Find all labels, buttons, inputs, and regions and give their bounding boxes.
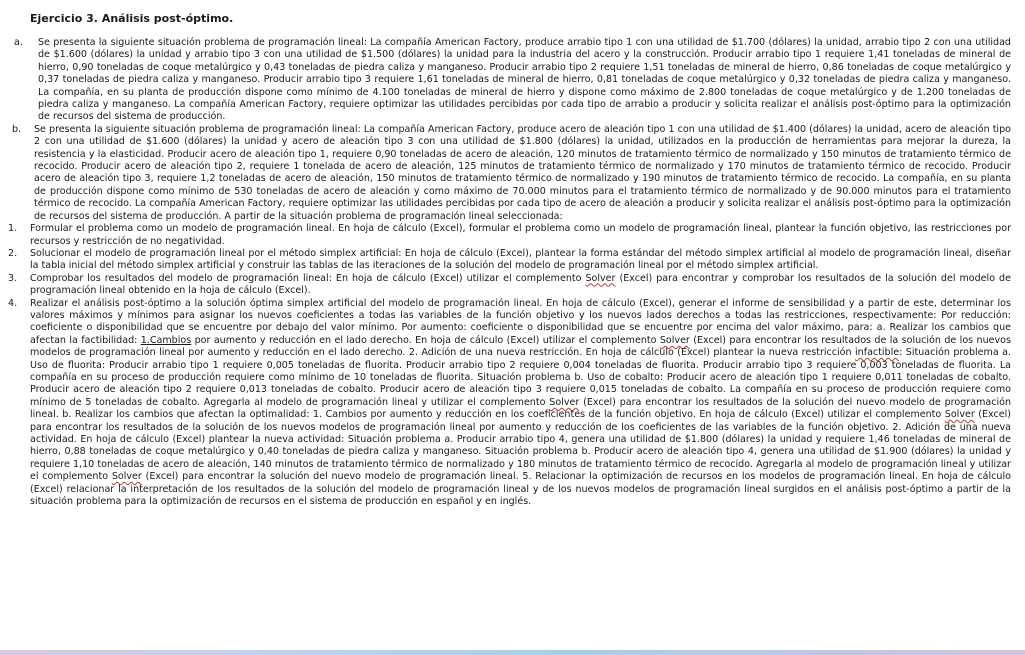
step-1 — [6, 223, 1011, 248]
text-run: (Excel) para encontrar los resultados de la solución de los nuevos modelos de programación lineal por aumento y reducción en el lado derecho. 2. Adición de una nueva restricción. En hoja de cálculo (Excel) plantear la nueva restricción — [30, 334, 1011, 359]
text-run: (Excel) para encontrar los resultados de la solución del nuevo modelo de programación lineal. b. Realizar los cambios que afectan la optimalidad: 1. Cambios por aumento y reducción en los coeficientes de la función objetivo. En hoja de cálculo (Excel) utilizar el complemento — [30, 396, 1012, 421]
text-run: (Excel) para encontrar los resultados de la solución de los nuevos modelos de programación lineal por aumento y reducción de los coeficientes de las variables de la función objetivo. 2. Adición de una nueva actividad. En hoja de cálculo (Excel) plantear la nueva actividad: Situación problema a. Producir arrabio tipo 4, genera una utilidad de $1.800 (dólares) la unidad y requiere 1,46 toneladas de mineral de hierro, 0,88 toneladas de coque metalúrgico y 0,40 toneladas de piedra caliza y manganeso. Situación problema b. Producir acero de aleación tipo 4, genera una utilidad de $1.900 (dólares) la unidad y requiere 1,10 toneladas de acero de aleación, 140 minutos de tratamiento térmico de normalizado y 180 minutos de tratamiento térmico de recocido. Agregarla al modelo de programación lineal y utilizar el complemento — [30, 409, 1012, 483]
item-marker: 2. — [8, 247, 18, 259]
exercise-title: Ejercicio 3. Análisis post-óptimo. — [30, 12, 234, 25]
text-run: (Excel) para encontrar la solución del nuevo modelo de programación lineal. 5. Relacionar la optimización de recursos en los modelos de programación lineal. En hoja de cálculo (Excel) relacionar la interpretación de los resultados de la solución del modelo de programación lineal y de los nuevos modelos de programación lineal surgidos en el análisis post-óptimo a partir de la situación problema para la optimización de recursos en el sistema de producción en español y en inglés. — [30, 471, 1011, 508]
item-marker: 3. — [8, 272, 18, 284]
item-marker: 1. — [8, 223, 18, 235]
spellcheck-word: Solver — [585, 272, 616, 284]
text-run: Comprobar los resultados del modelo de programación lineal: En hoja de cálculo (Excel) utilizar el complemento — [30, 272, 586, 284]
problem-b — [6, 124, 1011, 223]
step-4-text — [30, 298, 1011, 509]
spellcheck-word: Solver — [659, 334, 690, 346]
text-run: (Excel) para encontrar y comprobar los resultados de la solución del modelo de programación lineal obtenido en la hoja de cálculo (Excel). — [30, 272, 1011, 297]
step-4 — [6, 298, 1011, 509]
item-marker: b. — [12, 123, 22, 135]
problem-a-text: Se presenta la siguiente situación problema de programación lineal: La compañía American Factory, produce arrabio tipo 1 con una utilidad de $1.700 (dólares) la unidad, arrabio tipo 2 con una utilidad de $1.600 (dólares) la unidad y arrabio tipo 3 con una utilidad de $1.500 (dólares) la unidad para la industria del acero y la construcción. Producir arrabio tipo 1 requiere 1,41 toneladas de mineral de hierro, 0,90 toneladas de coque metalúrgico y 0,43 toneladas de piedra caliza y manganeso. Producir arrabio tipo 2 requiere 1,51 toneladas de mineral de hierro, 0,86 toneladas de coque metalúrgico y 0,37 toneladas de piedra caliza y manganeso. Producir arrabio tipo 3 requiere 1,61 toneladas de mineral de hierro, 0,81 toneladas de coque metalúrgico y 0,32 toneladas de piedra caliza y manganeso. La compañía, en su planta de producción dispone como mínimo de 4.100 toneladas de mineral de hierro y dispone como máximo de 2.800 toneladas de coque metalúrgico y de 1.200 toneladas de piedra caliza y manganeso. La compañía American Factory, requiere optimizar las utilidades percibidas por cada tipo de arrabio a producir y solicita realizar el análisis post-óptimo para la optimización de recursos del sistema de producción. — [38, 37, 1011, 123]
step-1-text: Formular el problema como un modelo de programación lineal. En hoja de cálculo (Excel), formular el problema como un modelo de programación lineal, plantear la función objetivo, las restricciones por recursos y restricción de no negatividad. — [30, 223, 1011, 247]
underlined-text: 1.Cambios — [140, 334, 192, 346]
item-marker: a. — [14, 37, 23, 48]
problem-a — [6, 37, 1011, 124]
step-2 — [6, 248, 1011, 273]
spellcheck-word: Solver — [111, 471, 142, 483]
item-marker: 4. — [8, 297, 18, 309]
text-run: por aumento y reducción en el lado derecho. En hoja de cálculo (Excel) utilizar el complemento — [191, 334, 660, 346]
problem-b-text: Se presenta la siguiente situación problema de programación lineal: La compañía American Factory, produce acero de aleación tipo 1 con una utilidad de $1.400 (dólares) la unidad, acero de aleación tipo 2 con una utilidad de $1.600 (dólares) la unidad y acero de aleación tipo 3 con una utilidad de $1.800 (dólares) la unidad, utilizados en la producción de herramientas para mejorar la dureza, la resistencia y la elasticidad. Producir acero de aleación tipo 1, requiere 0,90 toneladas de acero de aleación, 120 minutos de tratamiento térmico de normalizado y 150 minutos de tratamiento térmico de recocido. Producir acero de aleación tipo 2, requiere 1 tonelada de acero de aleación, 125 minutos de tratamiento térmico de normalizado y 170 minutos de tratamiento térmico de recocido. Producir acero de aleación tipo 3, requiere 1,2 toneladas de acero de aleación, 150 minutos de tratamiento térmico de normalizado y 190 minutos de tratamiento térmico de recocido. La compañía, en su planta de producción dispone como mínimo de 530 toneladas de acero de aleación y como máximo de 70.000 minutos para el tratamiento térmico de normalizado y de 90.000 minutos para el tratamiento térmico de recocido. La compañía American Factory, requiere optimizar las utilidades percibidas por cada tipo de acero de aleación a producir y solicita realizar el análisis post-óptimo para la optimización de recursos del sistema de producción. A partir de la situación problema de programación lineal seleccionada: — [34, 123, 1011, 222]
step-3-text — [30, 273, 1011, 298]
step-2-text: Solucionar el modelo de programación lineal por el método simplex artificial: En hoja de cálculo (Excel), plantear la forma estándar del método simplex artificial al modelo de programación lineal, diseñar la tabla inicial del método simplex artificial y construir las tablas de las iteraciones de la solución del modelo de programación lineal por el método simplex artificial. — [30, 247, 1011, 272]
spellcheck-word: infactible — [855, 347, 900, 359]
text-run: Realizar el análisis post-óptimo a la solución óptima simplex artificial del modelo de programación lineal. En hoja de cálculo (Excel), generar el informe de sensibilidad y a partir de este, determinar los valores máximos y mínimos para asignar los nuevos coeficientes a todas las variables de la función objetivo y los nuevos lados derechos a todas las restricciones, respectivamente: Por reducción: coeficiente o disponibilidad que se encuentre por debajo del valor mínimo. Por aumento: coeficiente o disponibilidad que se encuentre por encima del valor máximo, para: a. Realizar los cambios que afectan la factibilidad: — [30, 297, 1011, 346]
text-run: : Situación problema a. Uso de fluorita: Producir arrabio tipo 1 requiere 0,005 toneladas de fluorita. Producir arrabio tipo 2 requiere 0,004 toneladas de fluorita. Producir arrabio tipo 3 requiere 0,003 toneladas de fluorita. La compañía en su proceso de producción requiere como mínimo de 10 toneladas de fluorita. Situación problema b. Uso de cobalto: Producir acero de aleación tipo 1 requiere 0,011 toneladas de cobalto. Producir acero de aleación tipo 2 requiere 0,013 toneladas de cobalto. Producir acero de aleación tipo 3 requiere 0,015 toneladas de cobalto. La compañía en su proceso de producción requiere como mínimo de 5 toneladas de cobalto. Agregarla al modelo de programación lineal y utilizar el complemento — [30, 347, 1012, 408]
spellcheck-word: Solver — [549, 396, 580, 408]
step-3 — [6, 273, 1011, 298]
spellcheck-word: Solver — [944, 409, 975, 421]
bottom-accent-bar — [0, 650, 1025, 655]
